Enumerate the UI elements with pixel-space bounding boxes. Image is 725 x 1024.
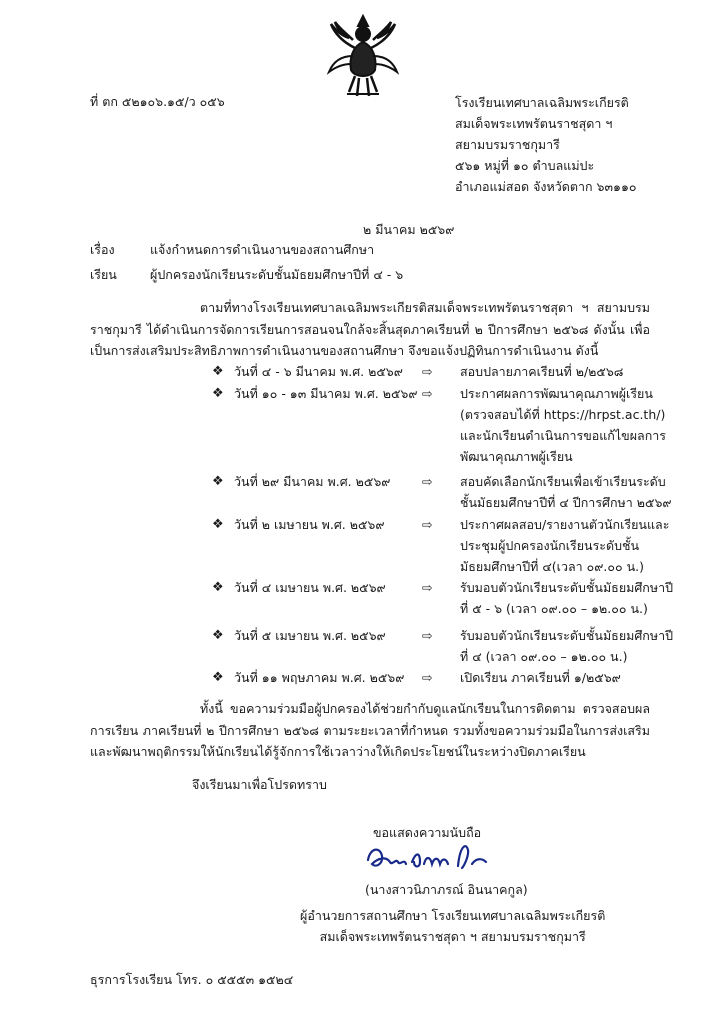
address-line: อำเภอแม่สอด จังหวัดตาก ๖๓๑๑๐: [455, 179, 637, 194]
schedule-date: วันที่ ๑๐ - ๑๓ มีนาคม พ.ศ. ๒๕๖๙: [234, 386, 418, 401]
right-arrow-icon: ⇨: [422, 474, 433, 489]
four-diamond-bullet-icon: ❖: [212, 364, 224, 379]
four-diamond-bullet-icon: ❖: [212, 628, 224, 643]
right-arrow-icon: ⇨: [422, 386, 433, 401]
four-diamond-bullet-icon: ❖: [212, 474, 224, 489]
schedule-date: วันที่ ๔ เมษายน พ.ศ. ๒๕๖๙: [234, 580, 386, 595]
address-line: สมเด็จพระเทพรัตนราชสุดา ฯ: [455, 116, 613, 131]
body-paragraph-intro: ตามที่ทางโรงเรียนเทศบาลเฉลิมพระเกียรติสมเด็จพระเทพรัตนราชสุดา ฯ สยามบรมราชกุมารี ได้ดำเนินการจัดการเรียนการสอนจนใกล้จะสิ้นสุดภาคเรียนที่ ๒ ปีการศึกษา ๒๕๖๘ ดังนั้น เพื่อเป็นการส่งเสริมประสิทธิภาพการดำเนินงานของสถานศึกษา จึงขอแจ้งปฏิทินการดำเนินงาน ดังนี้: [90, 300, 650, 358]
four-diamond-bullet-icon: ❖: [212, 386, 224, 401]
right-arrow-icon: ⇨: [422, 517, 433, 532]
address-line: ๕๖๑ หมู่ที่ ๑๐ ตำบลแม่ปะ: [455, 158, 595, 173]
recipient-text: ผู้ปกครองนักเรียนระดับชั้นมัธยมศึกษาปีที่ ๔ - ๖: [150, 267, 404, 282]
subject-text: แจ้งกำหนดการดำเนินงานของสถานศึกษา: [150, 242, 375, 257]
address-line: โรงเรียนเทศบาลเฉลิมพระเกียรติ: [455, 95, 629, 110]
address-line: สยามบรมราชกุมารี: [455, 137, 560, 152]
document-date: ๒ มีนาคม ๒๕๖๙: [363, 222, 455, 237]
schedule-date: วันที่ ๕ เมษายน พ.ศ. ๒๕๖๙: [234, 628, 386, 643]
four-diamond-bullet-icon: ❖: [212, 670, 224, 685]
document-reference-number: ที่ ตก ๕๒๑๐๖.๑๕/ว ๐๕๖: [90, 94, 225, 109]
right-arrow-icon: ⇨: [422, 580, 433, 595]
schedule-event: ประกาศผลสอบ/รายงานตัวนักเรียนและประชุมผู้ปกครองนักเรียนระดับชั้นมัธยมศึกษาปีที่ ๔(เวลา ๐๙.๐๐ น.): [460, 517, 670, 574]
schedule-date: วันที่ ๔ - ๖ มีนาคม พ.ศ. ๒๕๖๙: [234, 364, 403, 379]
four-diamond-bullet-icon: ❖: [212, 580, 224, 595]
right-arrow-icon: ⇨: [422, 670, 433, 685]
right-arrow-icon: ⇨: [422, 628, 433, 643]
right-arrow-icon: ⇨: [422, 364, 433, 379]
position-line: สมเด็จพระเทพรัตนราชสุดา ฯ สยามบรมราชกุมารี: [319, 929, 586, 944]
recipient-label: เรียน: [90, 267, 117, 282]
recipient-line: [90, 265, 403, 285]
subject-label: เรื่อง: [90, 242, 115, 257]
regards-text: ขอแสดงความนับถือ: [373, 825, 482, 840]
position-line: ผู้อำนวยการสถานศึกษา โรงเรียนเทศบาลเฉลิมพระเกียรติ: [300, 908, 606, 923]
schedule-date: วันที่ ๒ เมษายน พ.ศ. ๒๕๖๙: [234, 517, 385, 532]
signatory-name: (นางสาวนิภาภรณ์ อินนาคกูล): [365, 882, 528, 897]
schedule-event: รับมอบตัวนักเรียนระดับชั้นมัธยมศึกษาปีที่ ๕ - ๖ (เวลา ๐๙.๐๐ – ๑๒.๐๐ น.): [460, 580, 674, 616]
contact-footer: ธุรการโรงเรียน โทร. ๐ ๕๕๕๓ ๑๕๒๔: [90, 972, 294, 987]
schedule-event: สอบคัดเลือกนักเรียนเพื่อเข้าเรียนระดับชั้นมัธยมศึกษาปีที่ ๔ ปีการศึกษา ๒๕๖๙: [460, 474, 672, 510]
closing-line: จึงเรียนมาเพื่อโปรดทราบ: [192, 777, 327, 792]
four-diamond-bullet-icon: ❖: [212, 517, 224, 532]
handwritten-signature: [362, 836, 492, 876]
schedule-event: ประกาศผลการพัฒนาคุณภาพผู้เรียน (ตรวจสอบได้ที่ https://hrpst.ac.th/) และนักเรียนดำเนินการขอแก้ไขผลการพัฒนาคุณภาพผู้เรียน: [460, 386, 666, 464]
body-paragraph-request: ทั้งนี้ ขอความร่วมมือผู้ปกครองได้ช่วยกำกับดูแลนักเรียนในการติดตาม ตรวจสอบผลการเรียน ภาคเรียนที่ ๒ ปีการศึกษา ๒๕๖๘ ตามระยะเวลาที่กำหนด รวมทั้งขอความร่วมมือในการส่งเสริมและพัฒนาพฤติกรรมให้นักเรียนได้รู้จักการใช้เวลาว่างให้เกิดประโยชน์ในระหว่างปิดภาคเรียน: [90, 701, 650, 759]
school-address: [455, 92, 637, 197]
subject-line: [90, 240, 374, 260]
garuda-emblem-icon: [327, 12, 399, 102]
schedule-event: สอบปลายภาคเรียนที่ ๒/๒๕๖๘: [460, 364, 624, 379]
signatory-position: [300, 905, 605, 947]
schedule-event: เปิดเรียน ภาคเรียนที่ ๑/๒๕๖๙: [460, 670, 621, 685]
schedule-event: รับมอบตัวนักเรียนระดับชั้นมัธยมศึกษาปีที่ ๔ (เวลา ๐๙.๐๐ – ๑๒.๐๐ น.): [460, 628, 674, 664]
schedule-date: วันที่ ๑๑ พฤษภาคม พ.ศ. ๒๕๖๙: [234, 670, 405, 685]
schedule-date: วันที่ ๒๙ มีนาคม พ.ศ. ๒๕๖๙: [234, 474, 391, 489]
